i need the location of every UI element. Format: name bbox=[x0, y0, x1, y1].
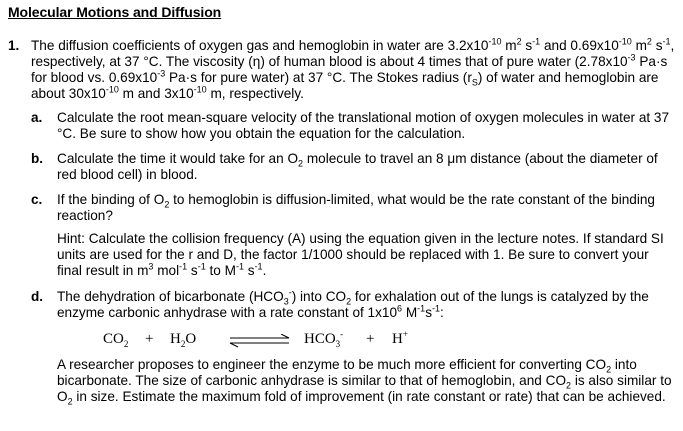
eq-text: CO bbox=[103, 331, 124, 347]
subscript: 3 bbox=[335, 339, 341, 349]
exp: + bbox=[402, 329, 408, 339]
page-title: Molecular Motions and Diffusion bbox=[8, 4, 222, 20]
hint-text: to M bbox=[205, 263, 236, 278]
hint bbox=[57, 231, 677, 279]
subscript: 2 bbox=[298, 158, 304, 169]
subscript: 2 bbox=[180, 339, 186, 349]
eq-co2 bbox=[103, 331, 128, 347]
eq-plus: + bbox=[145, 331, 154, 347]
text: If the binding of O bbox=[57, 192, 165, 207]
exp: -1 bbox=[197, 261, 206, 272]
hint-text: s bbox=[243, 263, 255, 278]
text: Calculate the time it would take for an O bbox=[57, 151, 299, 166]
intro-paragraph bbox=[31, 38, 676, 102]
exp: -3 bbox=[627, 52, 636, 63]
text: molecule to travel an 8 μm distance (about the diameter of red blood cell) in blood. bbox=[57, 151, 658, 182]
exp: -1 bbox=[235, 261, 244, 272]
part-label: c. bbox=[31, 192, 43, 207]
part-label: a. bbox=[31, 110, 43, 125]
part-text bbox=[57, 192, 677, 224]
eq-plus: + bbox=[366, 331, 375, 347]
exp: -10 bbox=[193, 84, 207, 95]
text: in size. Estimate the maximum fold of improvement (in rate constant or rate) that can be achieved. bbox=[72, 389, 666, 404]
exp: -1 bbox=[417, 303, 426, 314]
text: A researcher proposes to engineer the enzyme to be much more efficient for converting CO bbox=[57, 357, 607, 372]
exp: -1 bbox=[431, 303, 440, 314]
subscript: S bbox=[471, 77, 478, 88]
part-d-paragraph-text bbox=[57, 357, 677, 405]
eq-text: O bbox=[185, 331, 197, 347]
part-text bbox=[57, 110, 677, 142]
text: M bbox=[402, 305, 418, 320]
text: for exhalation out of the lungs is catalyzed by the enzyme carbonic anhydrase with a rate constant of 1x10 bbox=[57, 289, 649, 320]
part-d-text bbox=[57, 289, 677, 321]
exp: -10 bbox=[618, 36, 632, 47]
part-label: d. bbox=[31, 289, 44, 304]
hint-text: s bbox=[187, 263, 198, 278]
exp: -10 bbox=[105, 84, 119, 95]
eq-text: H bbox=[392, 331, 403, 347]
part-a-text: Calculate the root mean-square velocity of the translational motion of oxygen molecules in water at 37 °C. Be sure to show how you obtain the equation for the calculation. bbox=[57, 110, 670, 141]
eq-text: H bbox=[170, 331, 181, 347]
intro-text: and 0.69x10 bbox=[540, 38, 619, 53]
part-b-text bbox=[57, 151, 677, 183]
intro-text: Pa·s for pure water) at 37 °C. The Stokes radius (r bbox=[165, 70, 472, 85]
exp: -1 bbox=[254, 261, 263, 272]
eq-hco3 bbox=[304, 331, 343, 347]
text: ) into CO bbox=[291, 289, 347, 304]
intro-text: m bbox=[631, 38, 647, 53]
exp: 6 bbox=[397, 303, 403, 314]
part-label: b. bbox=[31, 151, 44, 166]
exp: -1 bbox=[532, 36, 541, 47]
intro-text: s bbox=[521, 38, 533, 53]
hint-text: . bbox=[262, 263, 267, 278]
part-text bbox=[57, 289, 677, 321]
part-c-text bbox=[57, 192, 677, 224]
subscript: 2 bbox=[123, 339, 129, 349]
hint-text: Hint: Calculate the collision frequency (A) using the equation given in the lecture notes. If standard SI units are used for the r and D, the factor 1/1000 should be replaced with 1. Be sure to convert your final result in m bbox=[57, 231, 664, 278]
exp: 2 bbox=[516, 36, 522, 47]
intro-text: , respectively, at 37 °C. The viscosity (η) of human blood is about 4 times that of pure water (2.78x10 bbox=[31, 38, 675, 69]
intro-text: ) of water and hemoglobin are about 30x10 bbox=[31, 70, 659, 101]
equilibrium-arrow-icon bbox=[229, 334, 291, 348]
subscript: 3 bbox=[283, 296, 289, 307]
exp: 2 bbox=[646, 36, 652, 47]
intro-text: The diffusion coefficients of oxygen gas and hemoglobin in water are 3.2x10 bbox=[31, 38, 489, 53]
text: to hemoglobin is diffusion-limited, what would be the rate constant of the binding reaction? bbox=[57, 192, 655, 223]
subscript: 2 bbox=[346, 296, 352, 307]
hint-text: mol bbox=[153, 263, 180, 278]
text: s bbox=[425, 305, 432, 320]
exp: -1 bbox=[662, 36, 671, 47]
subscript: 2 bbox=[164, 199, 170, 210]
exp: - bbox=[340, 329, 344, 339]
text: The dehydration of bicarbonate (HCO bbox=[57, 289, 284, 304]
eq-h2o bbox=[170, 331, 196, 347]
exp: 3 bbox=[148, 261, 154, 272]
eq-text: HCO bbox=[304, 331, 336, 347]
eq-h-plus bbox=[392, 331, 408, 347]
exp: -10 bbox=[488, 36, 502, 47]
part-text bbox=[57, 151, 677, 183]
reaction-equation bbox=[103, 331, 523, 351]
intro-text: m, respectively. bbox=[206, 86, 304, 101]
subscript: 2 bbox=[566, 380, 572, 391]
exp: -3 bbox=[157, 68, 166, 79]
question-intro bbox=[31, 36, 676, 407]
intro-text: s bbox=[651, 38, 663, 53]
exp: -1 bbox=[179, 261, 188, 272]
text: is also similar to O bbox=[57, 373, 672, 404]
question-number: 1. bbox=[8, 38, 20, 53]
intro-text: m bbox=[501, 38, 517, 53]
text: : bbox=[440, 305, 444, 320]
exp: - bbox=[288, 287, 292, 298]
intro-text: Pa·s for blood vs. 0.69x10 bbox=[31, 54, 668, 85]
text: into bicarbonate. The size of carbonic anhydrase is similar to that of hemoglobin, and CO bbox=[57, 357, 637, 388]
intro-text: m and 3x10 bbox=[118, 86, 194, 101]
subscript: 2 bbox=[606, 364, 612, 375]
part-d-paragraph bbox=[57, 357, 677, 405]
subscript: 2 bbox=[67, 396, 73, 407]
